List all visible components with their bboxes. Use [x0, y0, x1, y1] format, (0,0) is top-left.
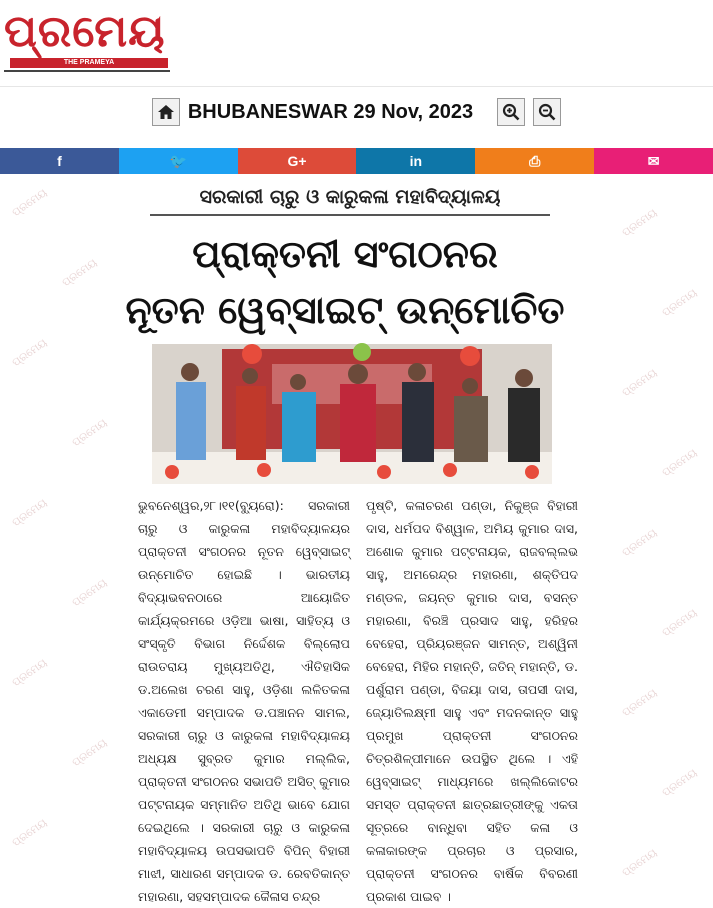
zoom-out-icon[interactable] [533, 98, 561, 126]
twitter-share-button[interactable] [119, 148, 238, 174]
article-column-2: ପୃଷ୍ଟି, କଳାଚରଣ ପଣ୍ଡା, ନିକୁଞ୍ଜ ବିହାରୀ ଦାସ, ଧର୍ମପଦ ବିଶ୍ୱାଳ, ଅମିୟ କୁମାର ଦାସ, ଅଶୋକ କୁମାର ପଟ୍ଟନାୟକ, ରାଜବଲ୍ଲଭ ସାହୁ, ଅମରେନ୍ଦ୍ର ମହାରଣା, ଶକ୍ତିପଦ ମଣ୍ଡଳ, ଜୟନ୍ତ କୁମାର ଦାସ, ବସନ୍ତ ମହାରଣା, ବିରଞ୍ଚି ପ୍ରସାଦ ସାହୁ, ହରିହର ବେହେରା, ପ୍ରିୟରଞ୍ଜନ ସାମନ୍ତ, ଅଶ୍ୱିନୀ ବେହେରା, ମିହିର ମହାନ୍ତି, ଜତିନ୍ ମହାନ୍ତି, ଡ. ପର୍ଶୁରାମ ପଣ୍ଡା, ବିଜୟା ଦାସ, ତାପସୀ ଦାସ, ଜ୍ୟୋତିଲକ୍ଷ୍ମୀ ସାହୁ ଏବଂ ମଦନକାନ୍ତ ସାହୁ ପ୍ରମୁଖ ପ୍ରାକ୍ତନୀ ସଂଗଠନର ଚିତ୍ରଶିଳ୍ପୀମାନେ ଉପସ୍ଥିତ ଥିଲେ । ଏହି ୱେବ୍‌ସାଇଟ୍ ମାଧ୍ୟମରେ ଖଲ୍ଲିକୋଟର ସମସ୍ତ ପ୍ରାକ୍ତନୀ ଛାତ୍ରଛାତ୍ରୀଙ୍କୁ ଏକତା ସୂତ୍ରରେ ବାନ୍ଧିବା ସହିତ କଳା ଓ କଳାକାରଙ୍କ ପ୍ରଚାର ଓ ପ୍ରସାର, ପ୍ରାକ୍ତନୀ ସଂଗଠନର ବାର୍ଷିକ ବିବରଣୀ ପ୍ରକାଶ ପାଇବ । [366, 498, 578, 904]
facebook-share-button[interactable] [0, 148, 119, 174]
article-kicker: ସରକାରୀ ଚାରୁ ଓ କାରୁକଳା ମହାବିଦ୍ୟାଳୟ [150, 186, 550, 216]
article-column-1: ଭୁବନେଶ୍ୱର,୨୮।୧୧(ବ୍ୟୁରୋ): ସରକାରୀ ଚାରୁ ଓ କାରୁକଳା ମହାବିଦ୍ୟାଳୟର ପ୍ରାକ୍ତନୀ ସଂଗଠନର ନୂତନ ୱେବ୍‌ସାଇଟ୍ ଉନ୍ମୋଚିତ ହୋଇଛି । ଭାରତୀୟ ବିଦ୍ୟାଭବନଠାରେ ଆୟୋଜିତ କାର୍ଯ୍ୟକ୍ରମରେ ଓଡ଼ିଆ ଭାଷା, ସାହିତ୍ୟ ଓ ସଂସ୍କୃତି ବିଭାଗ ନିର୍ଦ୍ଦେଶକ ବିଲ୍ଲୋପ ରାଉତରାୟ ମୁଖ୍ୟଅତିଥି, ଐତିହାସିକ ଡ.ଅଲେଖ ଚରଣ ସାହୁ, ଓଡ଼ିଶା ଲଳିତକଳା ଏକାଡେମୀ ସମ୍ପାଦକ ଡ.ପଞ୍ଚାନନ ସାମଲ, ସରକାରୀ ଚାରୁ ଓ କାରୁକଳା ମହାବିଦ୍ୟାଳୟ ଅଧ୍ୟକ୍ଷ ସୁବ୍ରତ କୁମାର ମଲ୍ଲିକ, ପ୍ରାକ୍ତନୀ ସଂଗଠନର ସଭାପତି ଅସିତ୍ କୁମାର ପଟ୍ଟନାୟକ ସମ୍ମାନିତ ଅତିଥି ଭାବେ ଯୋଗ ଦେଇଥିଲେ । ସରକାରୀ ଚାରୁ ଓ କାରୁକଳା ମହାବିଦ୍ୟାଳୟ ଉପସଭାପତି ବିପିନ୍ ବିହାରୀ ମାଝୀ, ସାଧାରଣ ସମ୍ପାଦକ ଡ. ରେବତିକାନ୍ତ ମହାରଣା, ସହସମ୍ପାଦକ କୈଳାସ ଚନ୍ଦ୍ର [138, 498, 350, 904]
site-logo[interactable]: ପ୍ରମେୟ [4, 6, 166, 57]
event-photo [152, 344, 552, 484]
headline-line-2: ନୂତନ ୱେବ୍‌ସାଇଟ୍ ଉନ୍ମୋଚିତ [125, 288, 565, 332]
watermark: ପ୍ରମେୟ [69, 415, 110, 450]
linkedin-icon: in [409, 153, 423, 169]
watermark: ପ୍ରମେୟ [9, 815, 50, 850]
print-button[interactable] [475, 148, 594, 174]
share-bar [0, 148, 713, 174]
watermark: ପ୍ରମେୟ [69, 735, 110, 770]
watermark: ପ୍ରମେୟ [619, 525, 660, 560]
watermark: ପ୍ରମେୟ [619, 685, 660, 720]
dateline-text: BHUBANESWAR 29 Nov, 2023 [187, 100, 474, 123]
watermark: ପ୍ରମେୟ [9, 335, 50, 370]
linkedin-share-button[interactable] [356, 148, 475, 174]
watermark: ପ୍ରମେୟ [619, 365, 660, 400]
site-header [0, 0, 713, 87]
google-plus-share-button[interactable] [238, 148, 357, 174]
epaper-clipping [0, 176, 713, 904]
facebook-icon: f [57, 153, 62, 169]
watermark: ପ୍ରମେୟ [9, 655, 50, 690]
watermark: ପ୍ରମେୟ [69, 575, 110, 610]
watermark: ପ୍ରମେୟ [659, 285, 700, 320]
google-plus-icon: G+ [287, 153, 307, 169]
twitter-icon: 🐦 [169, 152, 187, 169]
article-body [138, 494, 578, 904]
logo-subtitle: THE PRAMEYA [10, 58, 168, 68]
dateline-bar [0, 96, 713, 128]
home-icon[interactable] [152, 98, 180, 126]
print-icon: ⎙ [529, 152, 541, 169]
email-share-button[interactable] [594, 148, 713, 174]
watermark: ପ୍ରମେୟ [659, 445, 700, 480]
headline-line-1: ପ୍ରାକ୍ତନୀ ସଂଗଠନର [192, 232, 498, 276]
logo-underline [4, 70, 170, 72]
watermark: ପ୍ରମେୟ [619, 205, 660, 240]
zoom-in-icon[interactable] [497, 98, 525, 126]
watermark: ପ୍ରମେୟ [9, 495, 50, 530]
watermark: ପ୍ରମେୟ [659, 605, 700, 640]
article-headline [110, 226, 580, 338]
email-icon: ✉ [647, 152, 660, 169]
watermark: ପ୍ରମେୟ [59, 255, 100, 290]
watermark: ପ୍ରମେୟ [619, 845, 660, 880]
watermark: ପ୍ରମେୟ [9, 185, 50, 220]
watermark: ପ୍ରମେୟ [659, 765, 700, 800]
